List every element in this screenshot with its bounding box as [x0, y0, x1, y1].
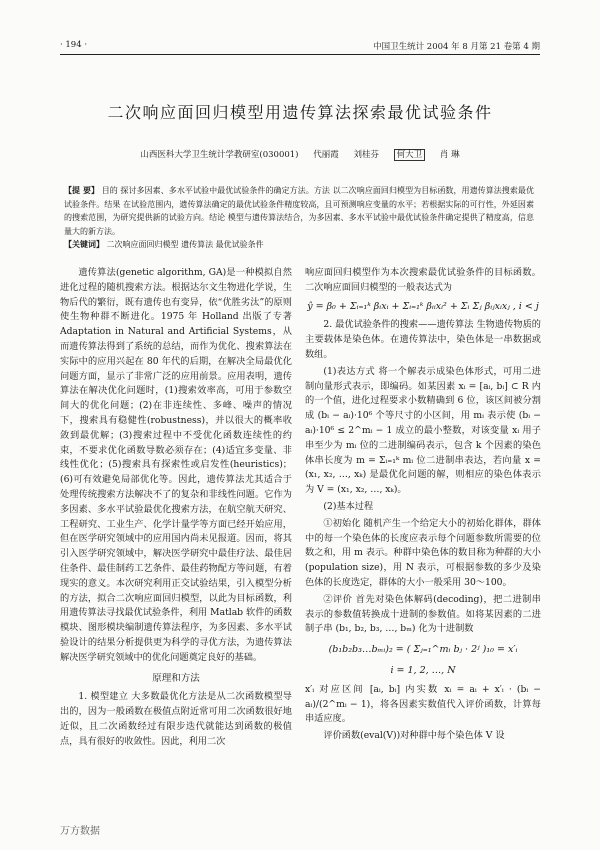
left-column [60, 266, 292, 752]
paper-title: 二次响应面回归模型用遗传算法探索最优试验条件 [107, 103, 493, 122]
regression-equation: ŷ = β₀ + Σᵢ₌₁ᵏ βᵢxᵢ + Σᵢ₌₁ᵏ βᵢᵢxᵢ² + Σᵢ Σⱼ βᵢⱼxᵢxⱼ , i < j [307, 300, 539, 312]
affiliation: 山西医科大学卫生统计学教研室(030001) [140, 150, 299, 160]
model-continuation: 响应面回归模型作为本次搜索最优试验条件的目标函数。二次响应面回归模型的一般表达式为 [305, 267, 541, 293]
eval-paragraph: ②评价 首先对染色体解码(decoding)，把二进制串表示的参数值转换成十进制的参数值。如将某因素的二进制子串 (b₁, b₂, b₃, …, bₘ) 化为十进制数 [305, 593, 541, 635]
ga-paragraph: 2. 最优试验条件的搜索——遗传算法 生物遗传物质的主要载体是染色体。在遗传算法中，染色体是一串数据或数组。 [305, 319, 541, 360]
section-title: 原理和方法 [152, 672, 200, 684]
watermark: 万方数据 [60, 826, 100, 837]
model-paragraph: 1. 模型建立 大多数最优化方法是从二次函数模型导出的，因为一般函数在极值点附近常可用二次函数很好地近似，且二次函数经过有限步迭代就能达到函数的极值点，具有很好的收敛性。因此，利用二次 [60, 691, 292, 747]
author-line [60, 148, 540, 160]
intro-paragraph: 遗传算法(genetic algorithm, GA)是一种模拟自然进化过程的随机搜索方法。根据达尔文生物进化学说，生物后代的繁衍，既有遗传也有变异，依“优胜劣汰”的原则使生物种群不断进化。1975 年 Holland 出版了专著 Adaptation in Natural and Artificial Systems，从而遗传算法得到了系统的总结，而作为优化、搜索算法在实际中的应用兴起在 80 年代的后期，在解决全局最优化问题方面，显示了非常广泛的应用前景。应用表明，遗传算法在解决优化问题时，(1)搜索效率高，可用于参数空间大的优化问题；(2)在非连续性、多峰、噪声的情况下，搜索具有稳健性(robustness)，并以很大的概率收敛到最优解；(3)搜索过程中不受优化函数连续性的约束，不要求优化函数导数必须存在；(4)适宜多变量、非线性优化；(5)搜索具有探索性或启发性(heuristics)；(6)可有效避免局部优化等。因此，遗传算法尤其适合于处理传统搜索方法解决不了的复杂和非线性问题。它作为多因素、多水平试验最优化搜索方法，在航空航天研究、工程研究、工业生产、化学计量学等方面已经开始应用，但在医学研究领域中的应用国内尚未见报道。因而，将其引入医学研究领域中，解决医学研究中最佳疗法、最佳居住条件、最佳制药工艺条件、最佳药物配方等问题，有着现实的意义。本次研究利用正交试验结果，引入模型分析的方法，拟合二次响应面回归模型，以此为目标函数，利用遗传算法寻找最优试验条件，利用 Matlab 软件的函数模块、图形模块编制遗传算法程序，为多因素、多水平试验设计的结果分析提供更为科学的寻优方法，为遗传算法解决医学研究领域中的优化问题奠定良好的基础。 [60, 267, 292, 663]
author-name: 何大卫 [394, 149, 426, 161]
decoding-equation: (b₁b₂b₃…bₘᵢ)₂ = ( Σⱼ₌₁^mᵢ bⱼ · 2ʲ )₁₀ = x′ᵢ [328, 644, 518, 656]
page-number: · 194 · [60, 40, 88, 50]
keywords-text: 二次响应面回归模型 遗传算法 最优试验条件 [106, 240, 264, 249]
right-column [305, 266, 541, 746]
header-rule [60, 54, 540, 55]
decoding-condition: i = 1, 2, …, N [390, 664, 456, 676]
abstract-text: 目的 探讨多因素、多水平试验中最优试验条件的确定方法。方法 以二次响应面回归模型为目标函数，用遗传算法搜索最优试验条件。结果 在试验范围内，遗传算法确定的最优试验条件精度较高，且可预测响应变量的水平；若根据实际的可行性，外延因素的搜索范围，为研究提供新的试验方向。结论 模型与遗传算法结合，为多因素、多水平试验中最优试验条件确定提供了精度高，信息量大的新方法。 [64, 186, 534, 236]
abstract-label: 【提 要】 [64, 186, 100, 195]
fitness-paragraph: 评价函数(eval(V))对种群中每个染色体 V 设 [323, 730, 505, 742]
author-name: 刘桂芬 [353, 150, 379, 160]
author-name: 代丽霞 [313, 150, 339, 160]
abstract [64, 184, 534, 238]
process-heading: (2)基本过程 [323, 500, 374, 512]
author-name: 肖 琳 [439, 150, 460, 160]
keywords-label: 【关键词】 [64, 240, 104, 249]
running-header [60, 40, 540, 54]
init-paragraph: ①初始化 随机产生一个给定大小的初始化群体，群体中的每一个染色体的长度应表示每个问题参数所需要的位数之和，用 m 表示。种群中染色体的数目称为种群的大小(population size)，用 N 表示，可根据参数的多少及染色体的长度选定，群体的大小一般采用 30～100。 [305, 517, 541, 588]
encoding-paragraph: (1)表达方式 将一个解表示成染色体形式，可用二进制向量形式表示，即编码。如某因素 xᵢ = [aᵢ, bᵢ] ⊂ R 内的一个值，进化过程要求小数精确到 6 位，该区间被分割成 (bᵢ − aᵢ)·10⁶ 个等尺寸的小区间，用 mᵢ 表示使 (bᵢ − aᵢ)·10⁶ ≤ 2^mᵢ − 1 成立的最小整数，对该变量 xᵢ 用子串至少为 mᵢ 位的二进制编码表示，包含 k 个因素的染色体串长度为 m = Σᵢ₌₁ᵏ mᵢ 位二进制串表达，若向量 x = (x₁, x₂, …, xₖ) 是最优化问题的解，则相应的染色体表示为 V = (x₁, x₂, …, xₖ)。 [305, 365, 541, 496]
journal-info: 中国卫生统计 2004 年 8 月第 21 卷第 4 期 [373, 42, 540, 52]
mapping-paragraph: x′ᵢ 对应区间 [aᵢ, bᵢ] 内实数 xᵢ = aᵢ + x′ᵢ · (bᵢ − aᵢ)/(2^mᵢ − 1)，将各因素实数值代入评价函数，计算每串适应度。 [305, 683, 541, 725]
keywords [64, 238, 534, 251]
